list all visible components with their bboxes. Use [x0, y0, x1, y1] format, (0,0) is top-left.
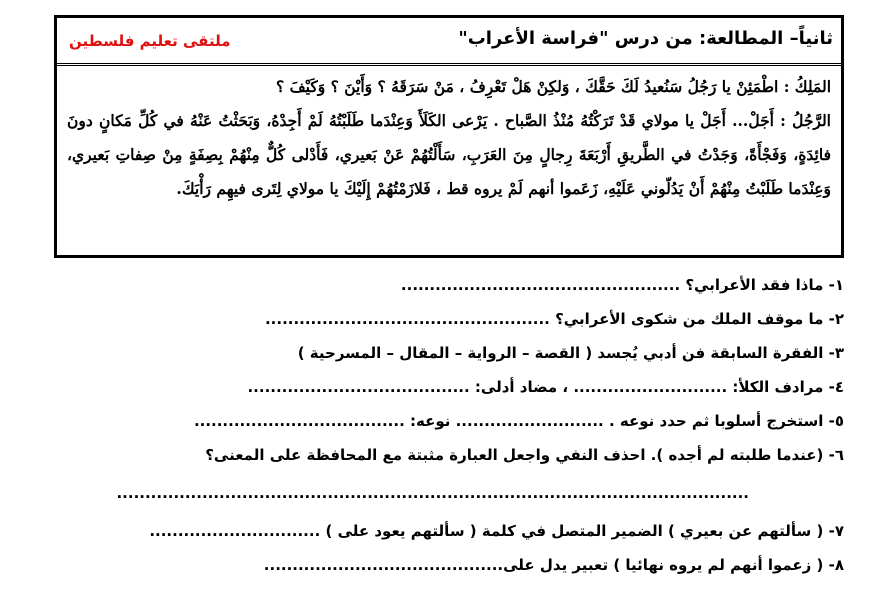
- site-name: ملتقى تعليم فلسطين: [69, 32, 231, 50]
- question-1: ١- ماذا فقد الأعرابي؟ .................................................: [400, 276, 844, 294]
- question-6: ٦- (عندما طلبته لم أجده ). احذف النفي واجعل العبارة مثبتة مع المحافظة على المعنى؟: [205, 446, 844, 464]
- question-4: ٤- مرادف الكلأ: ........................... ، مضاد أدلى: .......................................: [247, 378, 844, 396]
- reading-passage-box: [54, 15, 844, 258]
- section-title: ثانياً– المطالعة: من درس "فراسة الأعراب": [458, 28, 833, 49]
- question-3: ٣- الفقرة السابقة فن أدبي يُجسد ( القصة – الرواية – المقال – المسرحية ): [297, 344, 844, 362]
- questions-list: [54, 268, 844, 582]
- question-5: ٥- استخرج أسلوبا ثم حدد نوعه . .......................... نوعه: .....................................: [193, 412, 844, 430]
- question-7: ٧- ( سألتهم عن بعيري ) الضمير المتصل في كلمة ( سألتهم يعود على ) ..............................: [149, 522, 844, 540]
- question-8: ٨- ( زعموا أنهم لم يروه نهائيا ) تعبير يدل على..........................................: [263, 556, 844, 574]
- question-2: ٢- ما موقف الملك من شكوى الأعرابي؟ ..................................................: [264, 310, 844, 328]
- question-6-answer-line: ...............................................................................................................: [116, 484, 749, 502]
- passage-paragraph-man: الرَّجُلُ : أَجَلْ... أَجَلْ يا مولاي قَدْ تَرَكْتُهُ مُنْذُ الصَّباح . يَرْعى الكَلَأَ وَعِنْدَما طَلَبْتُهُ لَمْ أَجِدْهُ، وَبَحَثْتُ عَنْهُ في كُلِّ مَكانٍ دونَ فائِدَةٍ، وَفَجْأَةً، وَجَدْتُ في الطَّريقِ أَرْبَعَةَ رِجالٍ مِنَ العَرَبِ، سَأَلْتُهُمْ عَنْ بَعيري، فَأَدْلى كُلٌّ مِنْهُمْ بِصِفَةٍ مِنْ صِفاتِ بَعيري، وَعِنْدَما طَلَبْتُ مِنْهُمْ أَنْ يَدُلّوني عَلَيْهِ، زَعَموا أنهم لَمْ يروه قط ، فَلازَمْتُهُمْ إِلَيْكَ يا مولاي لِتَرى فيهِم رَأْيَكَ.: [67, 111, 831, 198]
- passage-text: [57, 66, 841, 206]
- section-header: [57, 18, 841, 66]
- passage-paragraph-king: المَلِكُ : اطْمَئِنْ يا رَجُلُ سَنُعيدُ لَكَ حَقَّكَ ، وَلكِنْ هَلْ تَعْرِفُ ، مَنْ سَرَقَهُ ؟ وَأَيْنَ ؟ وَكَيْفَ ؟: [275, 77, 831, 96]
